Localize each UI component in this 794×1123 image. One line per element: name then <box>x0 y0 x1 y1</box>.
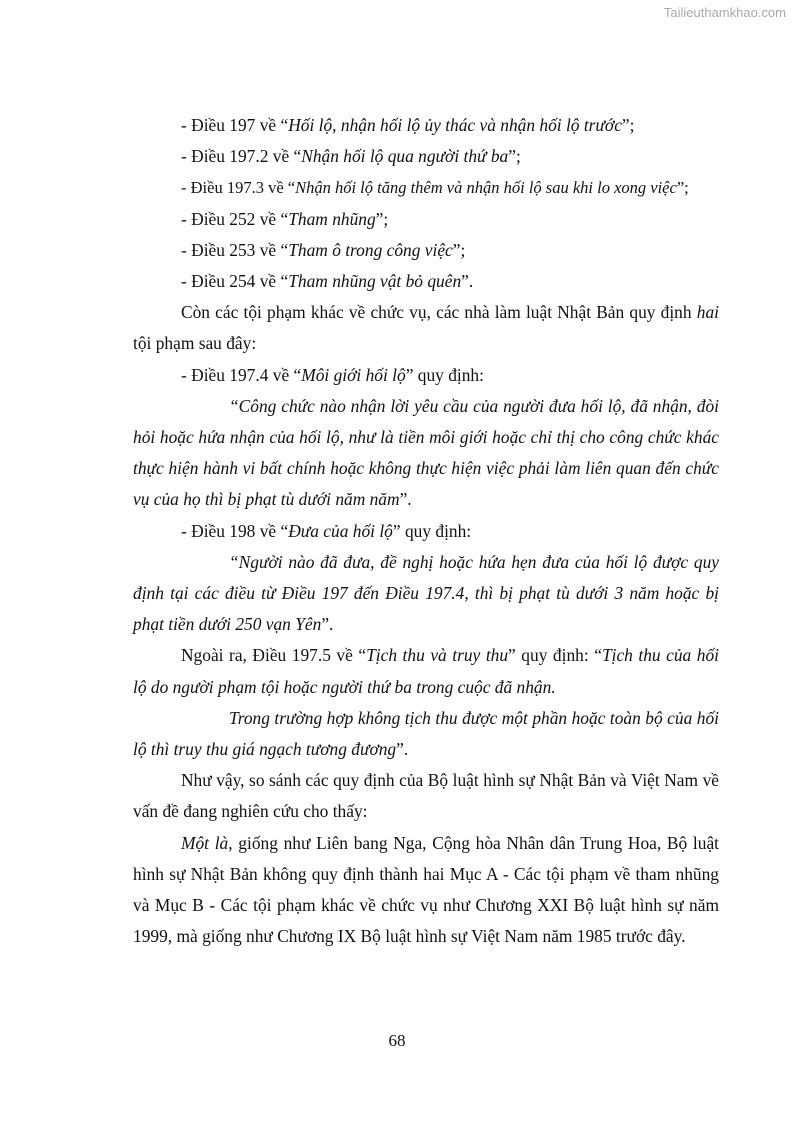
paragraph-other-crimes: Còn các tội phạm khác về chức vụ, các nhà làm luật Nhật Bản quy định hai tội phạm sau đây: <box>133 302 719 354</box>
list-item-prefix: - Điều 253 về “ <box>181 239 289 260</box>
list-item-suffix: ”; <box>452 239 466 260</box>
list-item-suffix: ”. <box>461 271 474 292</box>
list-item-suffix: ”; <box>508 146 521 167</box>
list-item-prefix: - Điều 197.3 về “ <box>181 178 296 198</box>
emphasis-word: Một là <box>181 832 229 853</box>
watermark: Tailieuthamkhao.com <box>663 5 786 20</box>
article-197-5-paragraph: Ngoài ra, Điều 197.5 về “Tịch thu và truy thu” quy định: “Tịch thu của hối lộ do người phạm tội hoặc người thứ ba trong cuộc đã nhận. <box>133 645 720 697</box>
list-item-title: Nhận hối lộ qua người thứ ba <box>301 146 509 167</box>
list-item-suffix: ”; <box>375 208 389 229</box>
article-197-5-quote-continued: Trong trường hợp không tịch thu được một phần hoặc toàn bộ của hối lộ thì truy thu giá ngạch tương đương”. <box>133 707 719 760</box>
list-item-article-197-2 <box>133 141 719 172</box>
article-title: Đưa của hối lộ <box>288 520 393 541</box>
list-item-suffix: ”; <box>676 178 689 198</box>
list-item-title: Hối lộ, nhận hối lộ ủy thác và nhận hối lộ trước <box>288 115 622 135</box>
list-item-prefix: - Điều 197.2 về “ <box>181 146 302 167</box>
article-title: Môi giới hối lộ <box>301 364 406 385</box>
list-item-title: Tham nhũng vật bỏ quên <box>288 271 462 292</box>
emphasis-word: hai <box>696 302 719 323</box>
list-item-prefix: - Điều 197 về “ <box>181 115 289 135</box>
list-item-article-197 <box>133 110 719 141</box>
page-number: 68 <box>388 1031 406 1050</box>
article-198-heading: - Điều 198 về “Đưa của hối lộ” quy định: <box>181 520 472 541</box>
article-title: Tịch thu và truy thu <box>366 645 509 666</box>
list-item-suffix: ”; <box>621 115 635 135</box>
list-item-title: Tham nhũng <box>288 208 376 229</box>
list-item-article-254 <box>133 266 719 297</box>
list-item-article-197-3 <box>133 172 719 203</box>
page-body <box>133 110 719 952</box>
article-197-4-heading: - Điều 197.4 về “Môi giới hối lộ” quy định: <box>181 364 484 385</box>
list-item-article-252 <box>133 204 719 235</box>
list-item-prefix: - Điều 254 về “ <box>181 271 289 292</box>
list-item-title: Nhận hối lộ tăng thêm và nhận hối lộ sau khi lo xong việc <box>295 178 677 198</box>
list-item-title: Tham ô trong công việc <box>288 239 453 260</box>
paragraph-comparison: Như vậy, so sánh các quy định của Bộ luật hình sự Nhật Bản và Việt Nam về vấn đề đang nghiên cứu cho thấy: <box>133 770 719 822</box>
paragraph-point-one: Một là, giống như Liên bang Nga, Cộng hòa Nhân dân Trung Hoa, Bộ luật hình sự Nhật Bản không quy định thành hai Mục A - Các tội phạm về tham nhũng và Mục B - Các tội phạm khác về chức vụ như Chương XXI Bộ luật hình sự năm 1999, mà giống như Chương IX Bộ luật hình sự Việt Nam năm 1985 trước đây. <box>133 832 719 947</box>
list-item-prefix: - Điều 252 về “ <box>181 208 289 229</box>
article-197-4-quote: “Công chức nào nhận lời yêu cầu của người đưa hối lộ, đã nhận, đòi hỏi hoặc hứa nhận của hối lộ, như là tiền môi giới hoặc chỉ thị cho công chức khác thực hiện hành vi bất chính hoặc không thực hiện việc phải làm liên quan đến chức vụ của họ thì bị phạt tù dưới năm năm”. <box>133 395 719 510</box>
article-198-quote: “Người nào đã đưa, đề nghị hoặc hứa hẹn đưa của hối lộ được quy định tại các điều từ Điều 197 đến Điều 197.4, thì bị phạt tù dưới 3 năm hoặc bị phạt tiền dưới 250 vạn Yên”. <box>133 551 719 635</box>
list-item-article-253 <box>133 235 719 266</box>
